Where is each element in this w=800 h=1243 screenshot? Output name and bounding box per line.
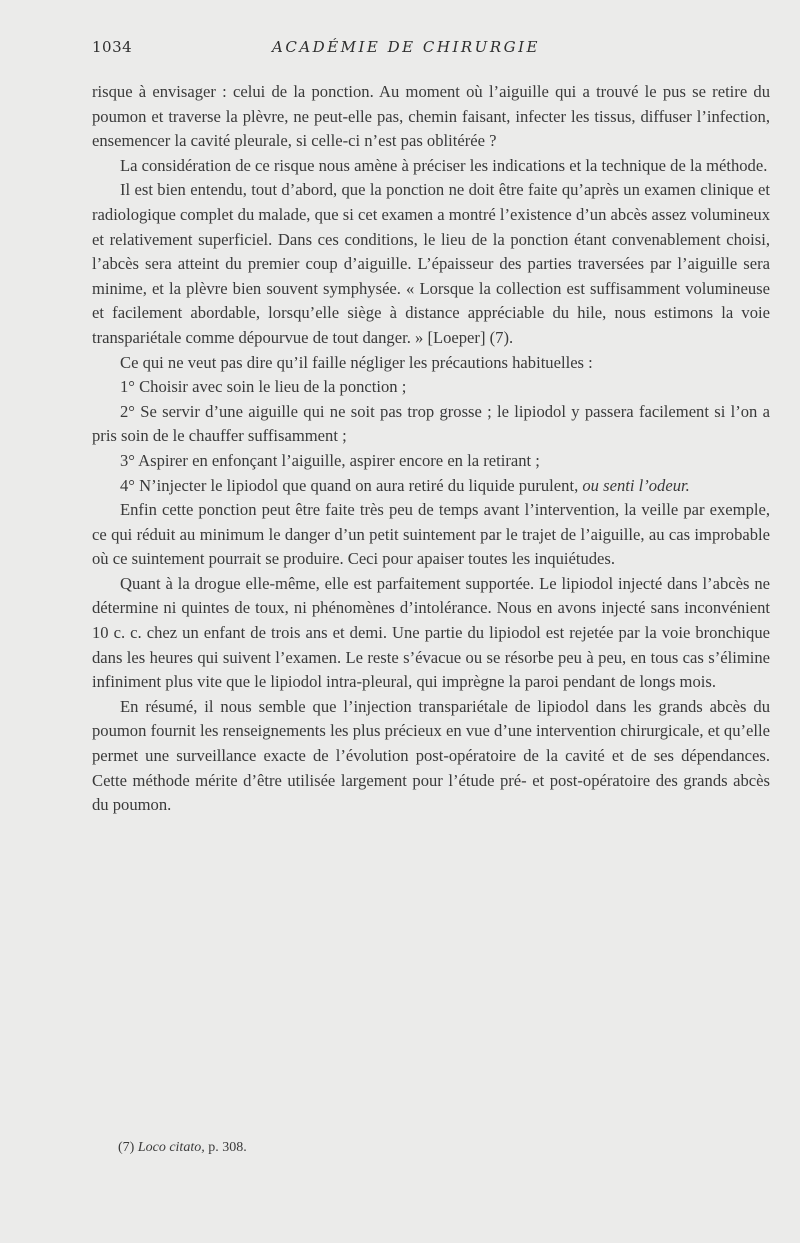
paragraph-1: risque à envisager : celui de la ponction. Au moment où l’aiguille qui a trouvé le pus se retire du poumon et traverse la plèvre, ne peut-elle pas, chemin faisant, infecter les tissus, diffuser l’infection, ensemencer la cavité pleurale, si celle-ci n’est pas oblitérée ? [92,82,770,151]
list-item-4 [92,474,770,499]
running-title: ACADÉMIE DE CHIRURGIE [272,38,540,56]
paragraph-4: Ce qui ne veut pas dire qu’il faille négliger les précautions habituelles : [120,352,593,372]
footnote [118,1140,718,1156]
list-item-4-text: 4° N’injecter le lipiodol que quand on aura retiré du liquide purulent, [120,475,579,495]
list-item-1: 1° Choisir avec soin le lieu de la ponction ; [120,377,407,397]
footnote-italic: Loco citato, [137,1140,205,1155]
footnote-rest: p. 308. [208,1140,247,1155]
list-item-4-italic: ou senti l’odeur. [582,475,690,495]
paragraph-5: Enfin cette ponction peut être faite très peu de temps avant l’intervention, la veille par exemple, ce qui réduit au minimum le danger d’un petit suintement par le trajet de l’aiguille, au cas improbable où ce suintement pourrait se produire. Ceci pour apaiser toutes les inquiétudes. [92,500,770,569]
paragraph-6: Quant à la drogue elle-même, elle est parfaitement supportée. Le lipiodol injecté dans l’abcès ne détermine ni quintes de toux, ni phénomènes d’intolérance. Nous en avons injecté sans inconvénient 10 c. c. chez un enfant de trois ans et demi. Une partie du lipiodol est rejetée par la voie bronchique dans les heures qui suivent l’examen. Le reste s’évacue ou se résorbe peu à peu, en tous cas s’élimine infiniment plus vite que le lipiodol intra-pleural, qui imprègne la paroi pendant de longs mois. [92,573,770,692]
paragraph-3: Il est bien entendu, tout d’abord, que la ponction ne doit être faite qu’après un examen clinique et radiologique complet du malade, que si cet examen a montré l’existence d’un abcès assez volumineux et relativement superficiel. Dans ces conditions, le lieu de la ponction étant convenablement choisi, l’abcès sera atteint du premier coup d’aiguille. L’épaisseur des parties traversées par l’aiguille sera minime, et la plèvre bien souvent symphysée. « Lorsque la collection est suffisamment volumineuse et facilement abordable, lorsqu’elle siège à distance appréciable du hile, nous estimons la voie transpariétale comme dépourvue de tout danger. » [Loeper] (7). [92,180,770,347]
paragraph-7: En résumé, il nous semble que l’injection transpariétale de lipiodol dans les grands abcès du poumon fournit les renseignements les plus précieux en vue d’une intervention chirurgicale, et qu’elle permet une surveillance exacte de l’évolution post-opératoire de la cavité et de ses dépendances. Cette méthode mérite d’être utilisée largement pour l’étude pré- et post-opératoire des grands abcès du poumon. [92,696,770,815]
page-header [92,38,720,62]
page-number: 1034 [92,38,133,56]
paragraph-2: La considération de ce risque nous amène à préciser les indications et la technique de la méthode. [120,155,768,175]
footnote-marker: (7) [118,1140,135,1155]
body-text [92,80,770,818]
list-item-2: 2° Se servir d’une aiguille qui ne soit pas trop grosse ; le lipiodol y passera facilement si l’on a pris soin de le chauffer suffisamment ; [92,401,770,446]
list-item-3: 3° Aspirer en enfonçant l’aiguille, aspirer encore en la retirant ; [120,450,540,470]
